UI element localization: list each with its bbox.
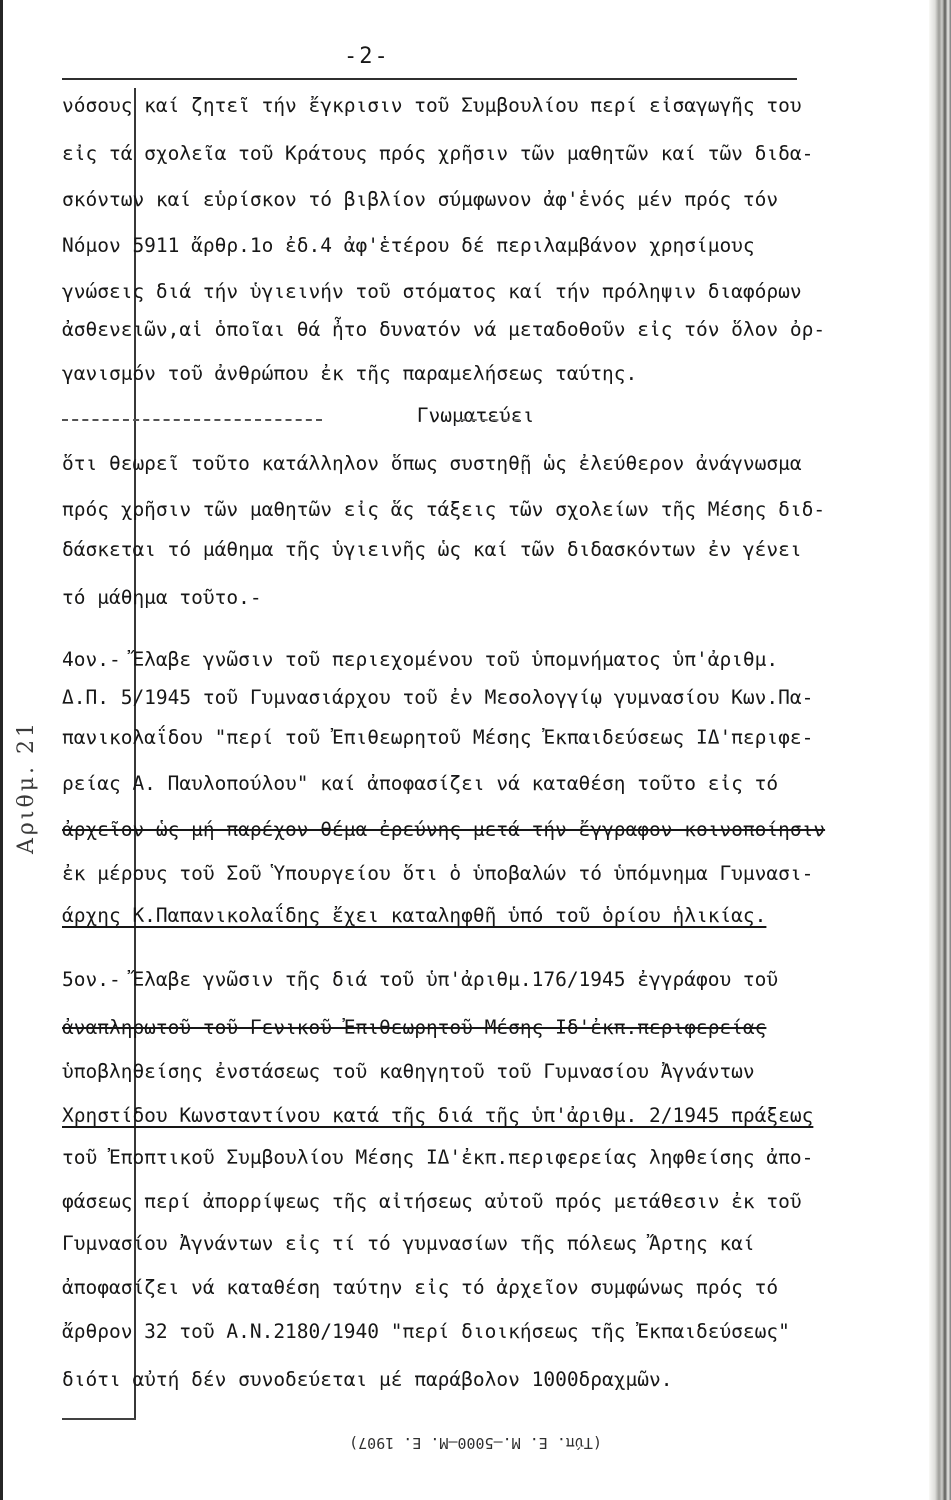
text-line: 4ον.- Ἔλαβε γνῶσιν τοῦ περιεχομένου τοῦ ὑπομνήματος ὑπ'ἀριθμ.	[62, 648, 779, 671]
margin-bottom-rule	[62, 1418, 136, 1420]
text-line: διότι αὐτή δέν συνοδεύεται μέ παράβολον 1000δραχμῶν.	[62, 1368, 673, 1391]
printer-imprint: (Τύπ. Ε. Μ.—5000—Μ. Ε. 1907)	[349, 1434, 602, 1452]
text-line: 5ον.- Ἔλαβε γνῶσιν τῆς διά τοῦ ὑπ'ἀριθμ.176/1945 ἐγγράφου τοῦ	[62, 968, 779, 991]
text-line: δάσκεται τό μάθημα τῆς ὑγιεινῆς ὡς καί τῶν διδασκόντων ἐν γένει	[62, 538, 802, 561]
struck-text-line: ἀναπληρωτοῦ τοῦ Γενικοῦ Ἐπιθεωρητοῦ Μέσης Ιδ'ἐκπ.περιφερείας	[62, 1016, 767, 1039]
margin-note: Αριθμ. 21	[14, 720, 39, 854]
text-line: ἀσθενειῶν,αἱ ὁποῖαι θά ἦτο δυνατόν νά μεταδοθοῦν εἰς τόν ὅλον ὀρ-	[62, 318, 826, 341]
page-left-edge	[0, 0, 3, 1500]
text-line: ὑποβληθείσης ἐνστάσεως τοῦ καθηγητοῦ τοῦ Γυμνασίου Ἀγνάντων	[62, 1060, 755, 1083]
text-line: τό μάθημα τοῦτο.-	[62, 586, 262, 609]
text-line: ἐκ μέρους τοῦ Σοῦ Ὑπουργείου ὅτι ὁ ὑποβαλών τό ὑπόμνημα Γυμνασι-	[62, 862, 814, 885]
text-line: Δ.Π. 5/1945 τοῦ Γυμνασιάρχου τοῦ ἐν Μεσολογγίῳ γυμνασίου Κων.Πα-	[62, 686, 814, 709]
text-line: ἄρθρον 32 τοῦ Α.Ν.2180/1940 "περί διοικήσεως τῆς Ἐκπαιδεύσεως"	[62, 1320, 790, 1343]
text-line: Νόμον 5911 ἄρθρ.1ο ἐδ.4 ἀφ'ἑτέρου δέ περιλαμβάνον χρησίμους	[62, 234, 755, 257]
text-line: ρείας Α. Παυλοπούλου" καί ἀποφασίζει νά καταθέση τοῦτο εἰς τό	[62, 772, 779, 795]
top-rule	[62, 78, 797, 80]
section-heading: Γνωματεύει	[416, 404, 535, 427]
text-line: γανισμόν τοῦ ἀνθρώπου ἐκ τῆς παραμελήσεως ταύτης.	[62, 362, 638, 385]
text-line: σκόντων καί εὑρίσκον τό βιβλίον σύμφωνον ἀφ'ἑνός μέν πρός τόν	[62, 188, 779, 211]
text-line: Γυμνασίου Ἀγνάντων εἰς τί τό γυμνασίων τῆς πόλεως Ἄρτης καί	[62, 1232, 755, 1255]
text-line: γνώσεις διά τήν ὑγιεινήν τοῦ στόματος καί τήν πρόληψιν διαφόρων	[62, 280, 802, 303]
page-number: -2-	[344, 44, 390, 69]
text-line: νόσους καί ζητεῖ τήν ἔγκρισιν τοῦ Συμβουλίου περί εἰσαγωγῆς του	[62, 94, 802, 117]
binding-edge	[929, 0, 951, 1500]
underlined-text-line: Χρηστίδου Κωνσταντίνου κατά τῆς διά τῆς ὑπ'ἀριθμ. 2/1945 πράξεως	[62, 1104, 814, 1127]
underlined-text-line: άρχης Κ.Παπανικολαΐδης ἔχει καταληφθῆ ὑπό τοῦ ὁρίου ἡλικίας.	[62, 904, 767, 927]
text-line: ἀποφασίζει νά καταθέση ταύτην εἰς τό ἀρχεῖον συμφώνως πρός τό	[62, 1276, 779, 1299]
text-line: πανικολαΐδου "περί τοῦ Ἐπιθεωρητοῦ Μέσης Ἐκπαιδεύσεως ΙΔ'περιφε-	[62, 726, 814, 749]
heading-dash-right	[460, 419, 520, 421]
text-line: εἰς τά σχολεῖα τοῦ Κράτους πρός χρῆσιν τῶν μαθητῶν καί τῶν διδα-	[62, 142, 814, 165]
text-line: φάσεως περί ἀπορρίψεως τῆς αἰτήσεως αὐτοῦ πρός μετάθεσιν ἐκ τοῦ	[62, 1190, 802, 1213]
text-line: τοῦ Ἐποπτικοῦ Συμβουλίου Μέσης ΙΔ'ἐκπ.περιφερείας ληφθείσης ἀπο-	[62, 1146, 814, 1169]
text-line: πρός χρῆσιν τῶν μαθητῶν εἰς ἅς τάξεις τῶν σχολείων τῆς Μέσης διδ-	[62, 498, 826, 521]
struck-text-line: ἀρχεῖον ὡς μή παρέχον θέμα ἐρεύνης μετά τήν ἔγγραφον κοινοποίησιν	[62, 818, 826, 841]
text-line: ὅτι θεωρεῖ τοῦτο κατάλληλον ὅπως συστηθῇ ὡς ἐλεύθερον ἀνάγνωσμα	[62, 452, 802, 475]
